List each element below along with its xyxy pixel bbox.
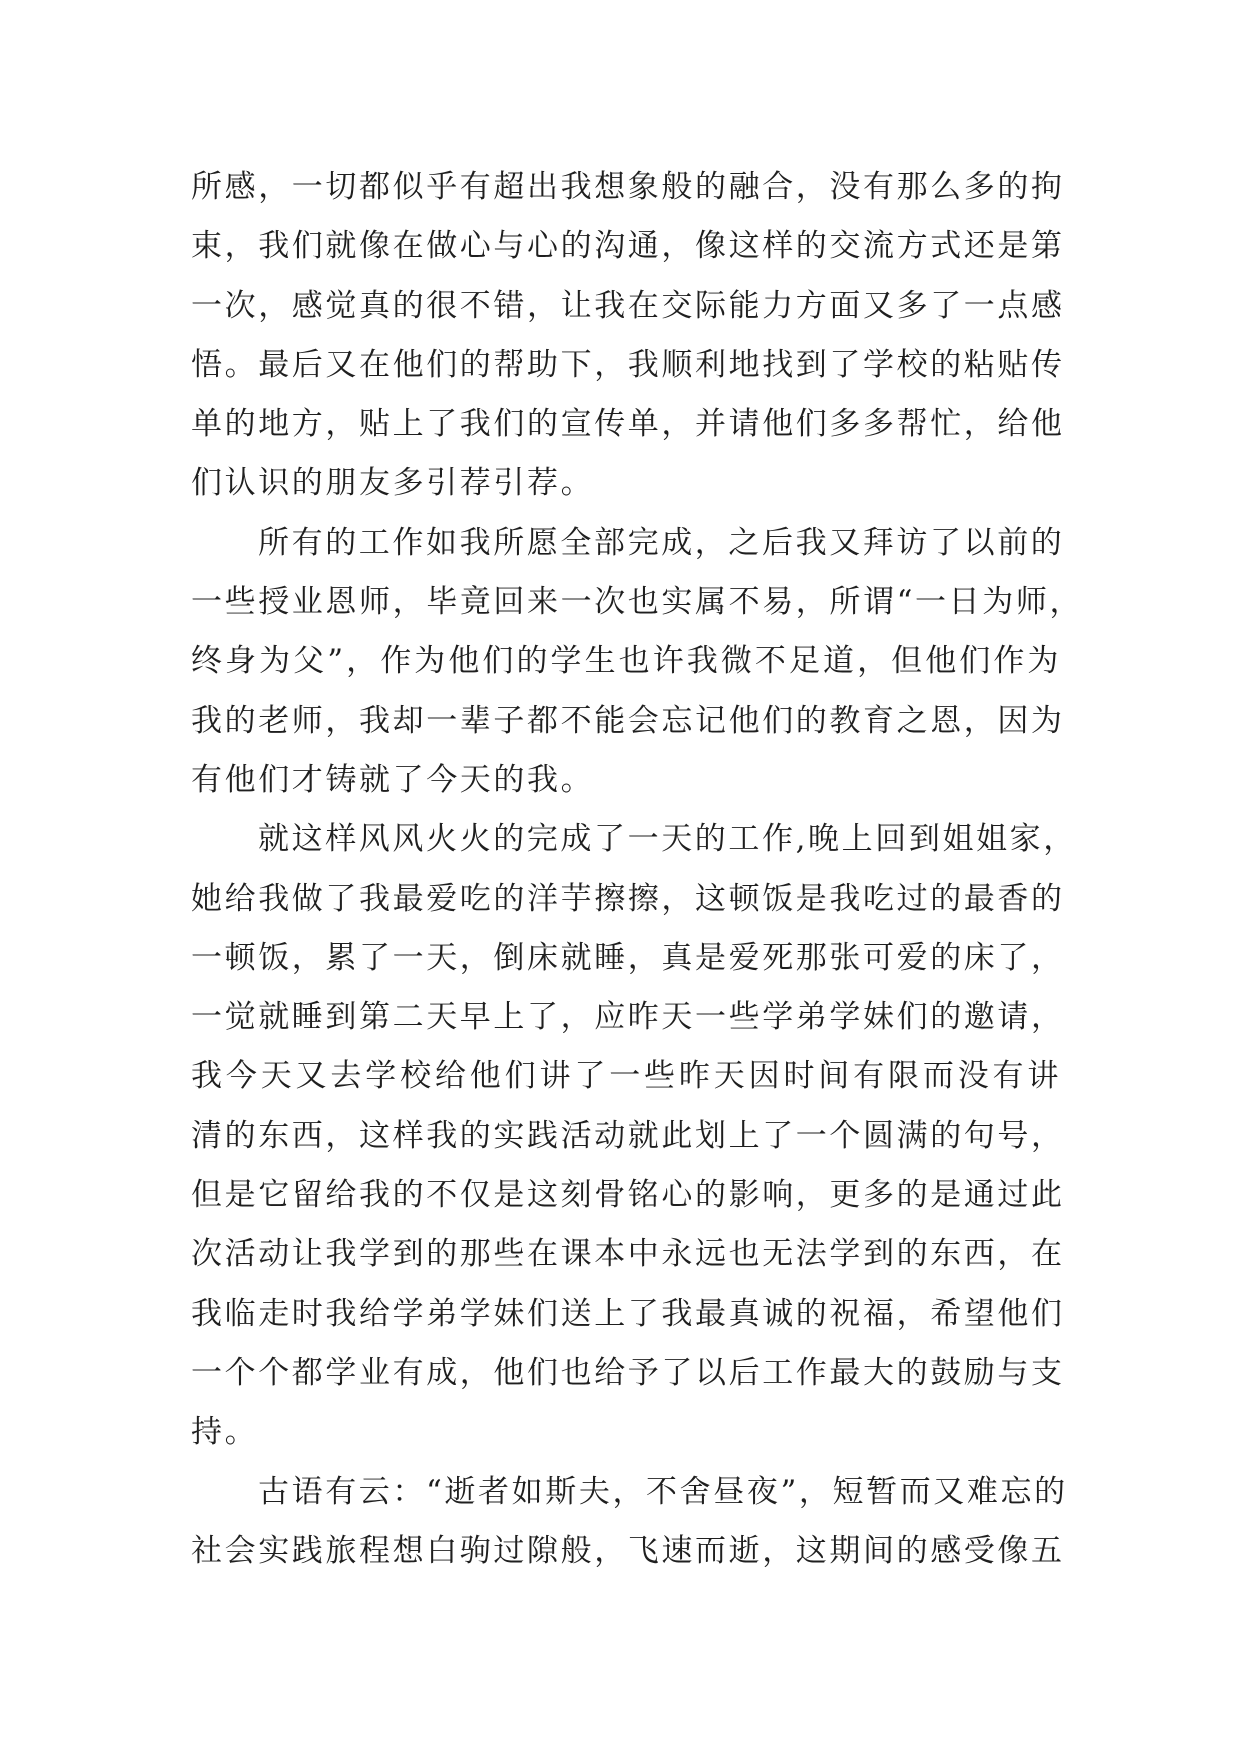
text-line: 一觉就睡到第二天早上了，应昨天一些学弟学妹们的邀请， bbox=[191, 999, 1065, 1036]
paragraph-4 bbox=[191, 1463, 1068, 1582]
text-line: 一些授业恩师，毕竟回来一次也实属不易，所谓“一日为师， bbox=[191, 584, 1084, 621]
text-line: 我临走时我给学弟学妹们送上了我最真诚的祝福，希望他们 bbox=[191, 1295, 1065, 1332]
text-line: 我的老师，我却一辈子都不能会忘记他们的教育之恩，因为 bbox=[191, 702, 1065, 739]
paragraph-2 bbox=[191, 514, 1084, 810]
text-line: 悟。最后又在他们的帮助下，我顺利地找到了学校的粘贴传 bbox=[191, 346, 1065, 383]
text-line: 一顿饭，累了一天，倒床就睡，真是爱死那张可爱的床了， bbox=[191, 939, 1065, 976]
text-line: 她给我做了我最爱吃的洋芋擦擦，这顿饭是我吃过的最香的 bbox=[191, 880, 1065, 917]
paragraph-1 bbox=[191, 158, 1065, 514]
text-line: 古语有云：“逝者如斯夫，不舍昼夜”，短暂而又难忘的 bbox=[258, 1473, 1068, 1510]
text-line: 但是它留给我的不仅是这刻骨铭心的影响，更多的是通过此 bbox=[191, 1177, 1065, 1214]
text-line: 一个个都学业有成，他们也给予了以后工作最大的鼓励与支 bbox=[191, 1354, 1065, 1391]
text-line: 持。 bbox=[191, 1414, 259, 1451]
document-body bbox=[191, 158, 1084, 1581]
text-line: 次活动让我学到的那些在课本中永远也无法学到的东西，在 bbox=[191, 1236, 1065, 1273]
text-line: 社会实践旅程想白驹过隙般，飞速而逝，这期间的感受像五 bbox=[191, 1532, 1065, 1569]
text-line: 终身为父”，作为他们的学生也许我微不足道，但他们作为 bbox=[191, 643, 1061, 680]
paragraph-3 bbox=[191, 810, 1077, 1462]
text-line: 所有的工作如我所愿全部完成，之后我又拜访了以前的 bbox=[258, 524, 1065, 561]
text-line: 单的地方，贴上了我们的宣传单，并请他们多多帮忙，给他 bbox=[191, 406, 1065, 443]
text-line: 一次，感觉真的很不错，让我在交际能力方面又多了一点感 bbox=[191, 287, 1065, 324]
text-line: 清的东西，这样我的实践活动就此划上了一个圆满的句号， bbox=[191, 1117, 1065, 1154]
text-line: 就这样风风火火的完成了一天的工作,晚上回到姐姐家， bbox=[258, 821, 1077, 858]
text-line: 有他们才铸就了今天的我。 bbox=[191, 761, 595, 798]
text-line: 们认识的朋友多引荐引荐。 bbox=[191, 465, 595, 502]
text-line: 束，我们就像在做心与心的沟通，像这样的交流方式还是第 bbox=[191, 228, 1065, 265]
text-line: 所感，一切都似乎有超出我想象般的融合，没有那么多的拘 bbox=[191, 169, 1065, 205]
text-line: 我今天又去学校给他们讲了一些昨天因时间有限而没有讲 bbox=[191, 1058, 1061, 1095]
